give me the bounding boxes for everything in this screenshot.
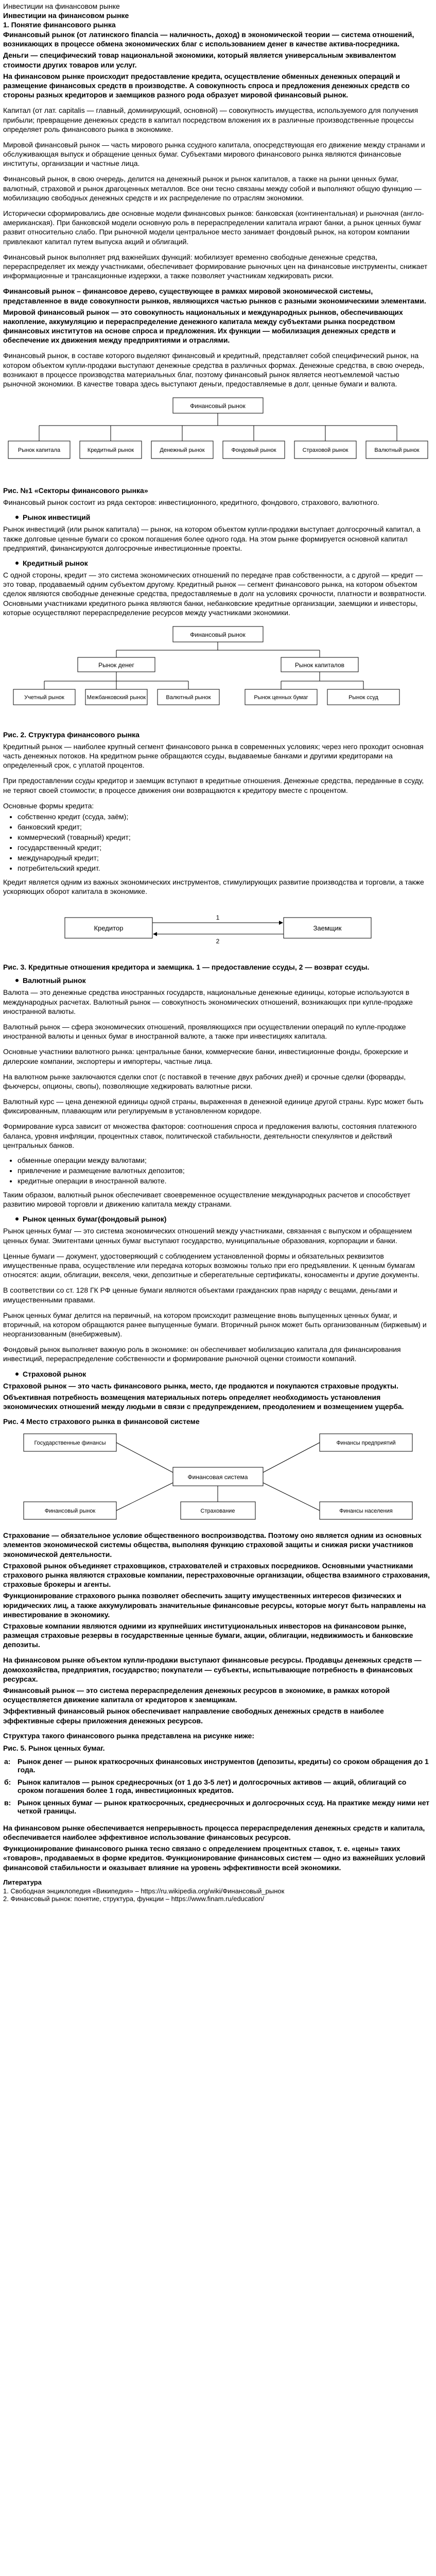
heading-text: Валютный рынок <box>23 976 86 985</box>
heading-text: Рынок ценных бумаг(фондовый рынок) <box>23 1215 167 1224</box>
list-intro: Основные формы кредита: <box>3 801 94 810</box>
body-paragraph: С одной стороны, кредит — это система экономических отношений по передаче прав собственности, а с другой — кредит — это товар, продаваемый одним субъектом другому. Кредитный рынок — сегмент финансового рынка, на котором объектом сделок являются свободные денежные средства, предоставляемые в долг на условиях срочности, платности и возвратности. Основными участниками кредитного рынка являются банки, небанковские кредитные организации, заемщики и инвесторы, которые осуществляют перераспределение ресурсов между участниками экономики. <box>3 570 427 617</box>
intro-paragraph: Финансовый рынок (от латинского financia — наличность, доход) в экономической теории — система отношений, возникающих в процессе обмена экономических благ с использованием денег в качестве актива-посредника. <box>3 30 414 48</box>
body-paragraph: Рынок ценных бумаг делится на первичный, на котором происходит размещение вновь выпущенных ценных бумаг, и вторичный, на котором обращаются ранее выпущенные бумаги. Вторичный рынок может быть организованным (биржевым) и неорганизованным (внебиржевым). <box>3 1311 427 1338</box>
list-item: • собственно кредит (ссуда, заём); <box>18 812 433 821</box>
heading-currency-market <box>15 976 433 985</box>
figure-3-credit-relations <box>3 902 433 959</box>
body-paragraph: Капитал (от лат. capitalis — главный, доминирующий, основной) — совокупность имущества, используемого для получения прибыли; превращение денежных средств в капитал посредством вложения их в различные производственные процессы определяет роль финансового рынка в экономике. <box>3 106 418 133</box>
section-heading-1: 1. Понятие финансового рынка <box>3 21 116 29</box>
table-row <box>3 1797 433 1817</box>
conclusion-paragraph: На финансовом рынке обеспечивается непрерывность процесса перераспределения денежных средств и капитала, обеспечивается наиболее эффективное использование финансовых ресурсов. <box>3 1823 425 1841</box>
body-paragraph: Таким образом, валютный рынок обеспечивает своевременное осуществление международных расчетов и способствует развитию мировой торговли и движению капитала между странами. <box>3 1191 411 1209</box>
body-paragraph: Валютный рынок — сфера экономических отношений, проявляющихся при осуществлении операций по купле-продаже иностранной валюты и ценных бумаг в иностранной валюте, а также при инвестициях капитала. <box>3 1022 406 1041</box>
heading-investment-market <box>15 513 433 521</box>
body-paragraph: Функционирование страхового рынка позволяет обеспечить защиту имущественных интересов физических и юридических лиц, а также аккумулировать значительные финансовые ресурсы, которые могут быть направлены на инвестирование в экономику. <box>3 1591 426 1619</box>
market-types-table <box>3 1755 433 1817</box>
body-paragraph: Эффективный финансовый рынок обеспечивает направление свободных денежных средств в наиболее эффективные сферы приложения денежных ресурсов. <box>3 1707 384 1725</box>
body-paragraph: Финансовый рынок — это система перераспределения денежных ресурсов в экономике, в рамках которой осуществляется движение капитала от кредиторов к заемщикам. <box>3 1686 390 1704</box>
heading-text: Страховой рынок <box>23 1369 86 1378</box>
body-paragraph: Кредитный рынок — наиболее крупный сегмент финансового рынка в современных условиях; через него проходит основная часть денежных потоков. На кредитном рынке обращаются ссуды, выдаваемые банками и другими кредиторами на определенный срок, с уплатой процентов. <box>3 742 424 770</box>
document-heading: Инвестиции на финансовом рынке <box>3 11 129 20</box>
row-key: б: <box>4 1777 11 1786</box>
fig1-child-label: Фондовый рынок <box>231 447 276 454</box>
bullet-icon <box>15 562 19 565</box>
body-paragraph: В соответствии со ст. 128 ГК РФ ценные бумаги являются объектами гражданских прав наряду с вещами, деньгами и имущественными правами. <box>3 1286 397 1304</box>
body-paragraph: Исторически сформировались две основные модели финансовых рынков: банковская (континентальная) и рыночная (англо-американская). При банковской модели основную роль в перераспределении капитала играют банки, а рынок ценных бумаг развит относительно слабо. При рыночной модели центральное место занимает фондовый рынок, на котором компании привлекают капитал путем выпуска акций и облигаций. <box>3 209 424 246</box>
fig2-right-label: Рынок капиталов <box>294 661 345 669</box>
intro-paragraph: На финансовом рынке происходит предоставление кредита, осуществление обменных денежных операций и размещение финансовых средств в производстве. А совокупность спроса и предложения денежных средств со стороны разных кредиторов и заемщиков разного рода образует мировой финансовый рынок. <box>3 72 410 99</box>
body-paragraph: Ценные бумаги — документ, удостоверяющий с соблюдением установленной формы и обязательных реквизитов имущественные права, осуществление или передача которых возможны только при его предъявлении. К ценным бумагам относятся: акции, облигации, векселя, чеки, депозитные и сберегательные сертификаты, коносаменты и другие документы. <box>3 1251 420 1279</box>
fig2-right-child: Рынок ценных бумаг <box>254 694 308 701</box>
body-paragraph: Рынок ценных бумаг — это система экономических отношений между участниками, связанная с выпуском и обращением ценных бумаг. Эмитентами ценных бумаг выступают государство, муниципальные образования, корпорации и банки. <box>3 1227 412 1245</box>
body-paragraph: Мировой финансовый рынок — часть мирового рынка ссудного капитала, опосредствующая его движение между странами и обслуживающая выпуск и обращение ценных бумаг. Субъектами мирового финансового рынка являются финансовые институты, организации и частные лица. <box>3 140 425 168</box>
body-paragraph: На финансовом рынке объектом купли-продажи выступают финансовые ресурсы. Продавцы денежных средств — домохозяйства, предприятия, государство; покупатели — субъекты, испытывающие потребность в финансовых ресурсах. <box>3 1656 422 1683</box>
literature-item[interactable]: 2. Финансовый рынок: понятие, структура, функции – https://www.finam.ru/education/ <box>3 1894 265 1903</box>
figure-3-caption: Рис. 3. Кредитные отношения кредитора и заемщика. 1 — предоставление ссуды, 2 — возврат ссуды. <box>3 963 370 972</box>
figure-5-intro: Структура такого финансового рынка представлена на рисунке ниже: <box>3 1731 255 1740</box>
page-title: Инвестиции на финансовом рынке <box>3 2 120 10</box>
bullet-icon <box>15 979 19 982</box>
figure-2-structure <box>3 623 433 726</box>
row-key: в: <box>4 1798 11 1807</box>
bullet-icon <box>15 516 19 519</box>
body-paragraph: Финансовый рынок состоит из ряда секторов: инвестиционного, кредитного, фондового, страхового, валютного. <box>3 498 379 507</box>
fig2-right-child: Рынок ссуд <box>348 694 378 701</box>
fig1-child-label: Денежный рынок <box>160 447 205 454</box>
bullet-icon <box>15 1372 19 1376</box>
heading-stock-market <box>15 1215 433 1223</box>
credit-forms-list <box>18 812 433 872</box>
body-paragraph: Валюта — это денежные средства иностранных государств, национальные денежные единицы, которые используются в международных расчетах. Валютный рынок — совокупность экономических отношений, возникающих при купле-продаже иностранной валюты. <box>3 988 413 1015</box>
figure-2-caption: Рис. 2. Структура финансового рынка <box>3 730 139 739</box>
list-item: • привлечение и размещение валютных депозитов; <box>18 1166 433 1175</box>
figure-1-sectors <box>3 395 433 482</box>
table-row <box>3 1755 433 1776</box>
figure-4-caption: Рис. 4 Место страхового рынка в финансовой системе <box>3 1417 200 1426</box>
body-paragraph: Рынок инвестиций (или рынок капитала) — рынок, на котором объектом купли-продажи выступает долгосрочный капитал, а также долговые ценные бумаги со сроком погашения более одного года. На этом рынке формируется основной капитал предприятий, финансируются долгосрочные инвестиционные проекты. <box>3 525 421 552</box>
fig4-node-label: Страхование <box>200 1508 235 1515</box>
body-paragraph: Финансовый рынок выполняет ряд важнейших функций: мобилизует временно свободные денежные средства, перераспределяет их между участниками, обеспечивает формирование рыночных цен на финансовые инструменты, снижает информационные и трансакционные издержки, а также позволяет участникам хеджировать риски. <box>3 252 428 280</box>
heading-credit-market <box>15 559 433 567</box>
list-item: • коммерческий (товарный) кредит; <box>18 833 433 841</box>
fig4-center-label: Финансовая система <box>187 1473 248 1481</box>
bullet-icon <box>15 1217 19 1221</box>
row-text: Рынок денег — рынок краткосрочных финансовых инструментов (депозиты, кредиты) со сроком обращения до 1 года. <box>18 1757 429 1774</box>
fig1-children <box>8 426 428 459</box>
fig2-left-label: Рынок денег <box>98 661 134 669</box>
fig1-child-label: Кредитный рынок <box>87 447 134 454</box>
fig1-root-label: Финансовый рынок <box>190 402 246 410</box>
fig1-child-label: Валютный рынок <box>374 447 420 454</box>
body-paragraph: Формирование курса зависит от множества факторов: соотношения спроса и предложения валюты, состояния платежного баланса, уровня инфляции, процентных ставок, политической стабильности, деятельности спекулянтов и действий центральных банков. <box>3 1122 417 1149</box>
literature-item[interactable]: 1. Свободная энциклопедия «Википедия» – https://ru.wikipedia.org/wiki/Финансовый_рынок <box>3 1887 285 1895</box>
heading-text: Кредитный рынок <box>23 558 88 567</box>
definition-paragraph: Мировой финансовый рынок — это совокупность национальных и международных рынков, обеспечивающих накопление, аккумуляцию и перераспределение денежного капитала между субъектами рынка посредством финансовых институтов на основе спроса и предложения. Их функции — мобилизация денежных средств и обеспечение их движения между предприятиями и отраслями. <box>3 308 403 345</box>
body-paragraph: Объективная потребность возмещения материальных потерь определяет необходимость установления экономических отношений между людьми в связи с предупреждением, преодолением и возмещением ущерба. <box>3 1393 404 1411</box>
row-text: Рынок капиталов — рынок среднесрочных (от 1 до 3-5 лет) и долгосрочных активов — акций, облигаций со сроком погашения более 1 года, инвестиционных кредитов. <box>18 1777 407 1794</box>
list-item: • международный кредит; <box>18 854 433 862</box>
body-paragraph: Страхование — обязательное условие общественного воспроизводства. Поэтому оно является одним из основных элементов экономической системы общества, выполняя функцию страховой защиты и снижая риски участников экономической деятельности. <box>3 1531 422 1558</box>
figure-1-caption: Рис. №1 «Секторы финансового рынка» <box>3 486 148 495</box>
list-item: • государственный кредит; <box>18 843 433 852</box>
heading-text: Рынок инвестиций <box>23 513 91 522</box>
definition-paragraph: Финансовый рынок – финансовое дерево, существующее в рамках мировой экономической системы, представленное в виде совокупности рынков, являющихся частью рынков с разными экономическими элементами. <box>3 287 426 305</box>
fig4-node-label: Государственные финансы <box>34 1440 106 1447</box>
row-text: Рынок ценных бумаг — рынок краткосрочных, среднесрочных и долгосрочных ссуд. На практике между ними нет четкой границы. <box>18 1798 430 1815</box>
fig4-node-label: Финансовый рынок <box>44 1508 96 1515</box>
body-paragraph: Фондовый рынок выполняет важную роль в экономике: он обеспечивает мобилизацию капитала для финансирования инвестиций, перераспределение собственности и формирование рыночной оценки стоимости компаний. <box>3 1345 401 1363</box>
list-item: • кредитные операции в иностранной валюте. <box>18 1177 433 1185</box>
fig2-left-child: Валютный рынок <box>166 694 211 701</box>
list-item: • потребительский кредит. <box>18 864 433 872</box>
fig3-right-label: Заемщик <box>313 924 342 933</box>
row-key: а: <box>4 1757 11 1766</box>
heading-insurance-market <box>15 1370 433 1378</box>
figure-4-insurance-place <box>3 1429 433 1527</box>
body-paragraph: Валютный курс — цена денежной единицы одной страны, выраженная в денежной единице другой страны. Курс может быть фиксированным, плавающим или регулируемым в установленном коридоре. <box>3 1097 424 1115</box>
table-row <box>3 1776 433 1797</box>
fig2-left-child: Учетный рынок <box>24 694 64 701</box>
body-paragraph: Страховой рынок — это часть финансового рынка, место, где продаются и покупаются страховые продукты. <box>3 1381 398 1390</box>
fig4-node-label: Финансы населения <box>339 1508 393 1515</box>
fig3-arrow-label: 1 <box>216 914 220 922</box>
body-paragraph: На валютном рынке заключаются сделки спот (с поставкой в течение двух рабочих дней) и срочные сделки (форварды, фьючерсы, опционы, свопы), позволяющие хеджировать валютные риски. <box>3 1072 406 1090</box>
body-paragraph: Кредит является одним из важных экономических инструментов, стимулирующих развитие производства и торговли, а также ускоряющих оборот капитала в экономике. <box>3 878 424 896</box>
currency-operations-list <box>18 1156 433 1185</box>
fig2-left-child: Межбанковский рынок <box>86 694 146 701</box>
figure-5-caption: Рис. 5. Рынок ценных бумаг. <box>3 1743 105 1752</box>
fig4-node-label: Финансы предприятий <box>336 1440 396 1447</box>
literature-section <box>3 1878 433 1903</box>
fig1-child-label: Страховой рынок <box>302 447 348 454</box>
literature-title: Литература <box>3 1878 42 1886</box>
body-paragraph: Финансовый рынок, в составе которого выделяют финансовый и кредитный, представляет собой специфический рынок, на котором объектом купли-продажи выступают денежные средства в различных формах. Денежные средства, в свою очередь, возникают в процессе производства материальных благ, поэтому финансовый рынок является неотъемлемой частью рыночной экономики. В качестве товара здесь выступают деньги, предоставляемые в долг, ценные бумаги и валюта. <box>3 351 425 388</box>
fig3-left-label: Кредитор <box>94 924 124 933</box>
fig1-child-label: Рынок капитала <box>18 447 61 454</box>
list-item: • банковский кредит; <box>18 823 433 831</box>
body-paragraph: Страховой рынок объединяет страховщиков, страхователей и страховых посредников. Основными участниками страхового рынка являются страховые компании, перестраховочные организации, общества взаимного страхования, страховые брокеры и агенты. <box>3 1561 430 1589</box>
body-paragraph: Основные участники валютного рынка: центральные банки, коммерческие банки, инвестиционные фонды, брокерские и дилерские компании, экспортеры и импортеры, частные лица. <box>3 1047 408 1065</box>
body-paragraph: Страховые компании являются одними из крупнейших институциональных инвесторов на финансовом рынке, размещая страховые резервы в государственные ценные бумаги, акции, облигации, недвижимость и банковские депозиты. <box>3 1621 413 1649</box>
body-paragraph: Финансовый рынок, в свою очередь, делится на денежный рынок и рынок капиталов, а также на рынки ценных бумаг, валютный, страховой и рынок драгоценных металлов. Все они тесно связаны между собой и выполняют общую функцию — мобилизацию свободных денежных средств и их распределение по отраслям экономики. <box>3 175 422 202</box>
fig3-arrow-label: 2 <box>216 938 220 945</box>
conclusion-paragraph: Функционирование финансового рынка тесно связано с определением процентных ставок, т. е. «цены» таких «товаров», продаваемых в форме кредитов. Функционирование финансовых систем — одно из важнейших условий финансовой стабильности и оказывает влияние на уровень эффективности всей экономики. <box>3 1844 426 1872</box>
list-item: • обменные операции между валютами; <box>18 1156 433 1164</box>
intro-paragraph: Деньги — специфический товар национальной экономики, который является универсальным эквивалентом стоимости других товаров или услуг. <box>3 51 396 69</box>
body-paragraph: При предоставлении ссуды кредитор и заемщик вступают в кредитные отношения. Денежные средства, переданные в ссуду, не теряют своей стоимости; в процессе движения они возвращаются к кредитору вместе с процентом. <box>3 776 424 794</box>
fig2-root-label: Финансовый рынок <box>190 631 246 638</box>
